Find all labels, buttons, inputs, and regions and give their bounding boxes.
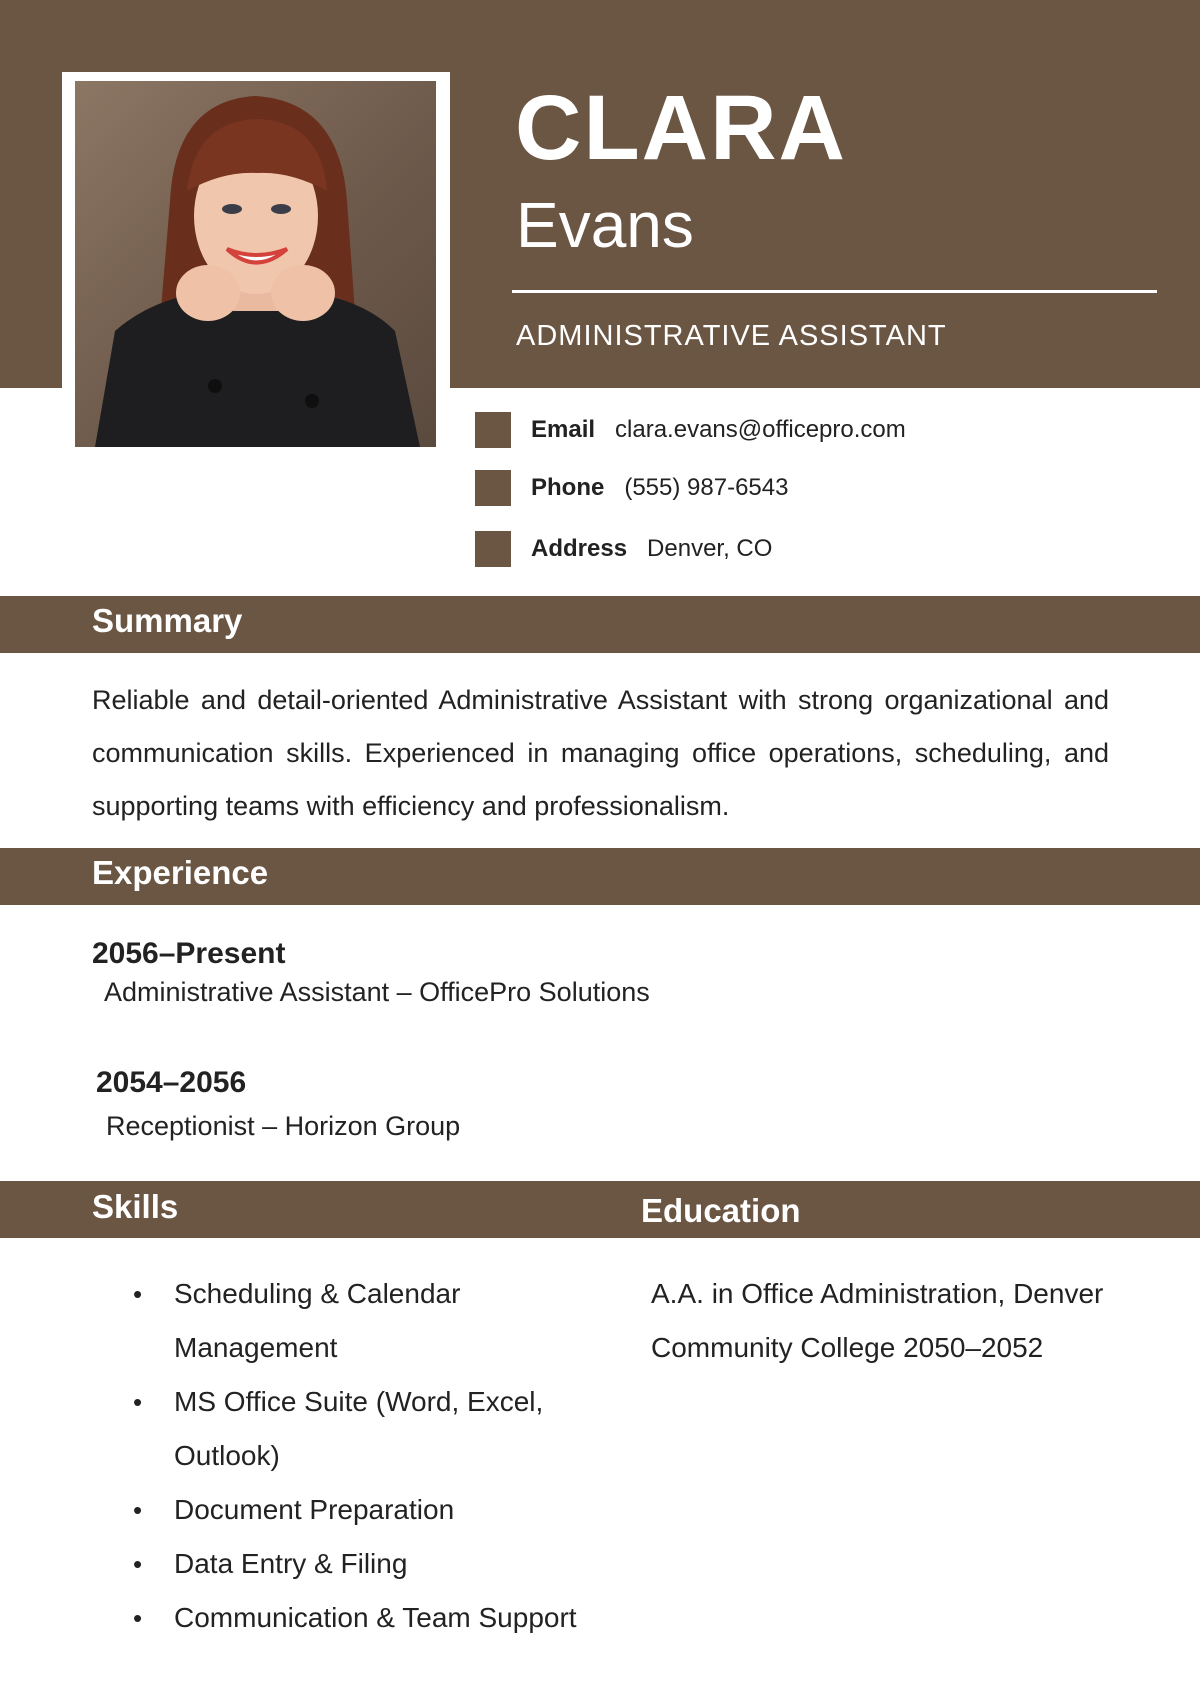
list-item: • Document Preparation (133, 1483, 613, 1537)
address-value: Denver, CO (647, 535, 773, 562)
skills-list (133, 1267, 613, 1645)
job-title: ADMINISTRATIVE ASSISTANT (516, 320, 947, 352)
email-label: Email (531, 416, 596, 443)
experience-period: 2054–2056 (96, 1066, 247, 1099)
skills-heading: Skills (92, 1188, 179, 1225)
experience-heading: Experience (92, 854, 269, 891)
contact-phone-row (475, 470, 788, 506)
contact-address-row (475, 531, 772, 567)
last-name: Evans (516, 189, 694, 261)
email-icon (475, 412, 511, 448)
skills-education-band (0, 1181, 1200, 1238)
list-item: • Data Entry & Filing (133, 1537, 613, 1591)
title-divider (512, 290, 1157, 293)
list-item: • MS Office Suite (Word, Excel, Outlook) (133, 1375, 613, 1483)
phone-value: (555) 987-6543 (624, 474, 789, 501)
address-icon (475, 531, 511, 567)
list-item: • Communication & Team Support (133, 1591, 613, 1645)
address-label: Address (531, 535, 628, 562)
list-item: • Scheduling & Calendar Management (133, 1267, 613, 1375)
profile-photo (75, 81, 436, 447)
summary-heading: Summary (92, 602, 243, 639)
education-text: A.A. in Office Administration, Denver Community College 2050–2052 (651, 1278, 1104, 1363)
contact-email-row (475, 412, 906, 448)
first-name: CLARA (515, 77, 847, 179)
summary-text: Reliable and detail-oriented Administrative Assistant with strong organizational and communication skills. Experienced in managing office operations, scheduling, and supporting teams with efficiency and professionalism. (92, 685, 1109, 821)
phone-icon (475, 470, 511, 506)
experience-role: Receptionist – Horizon Group (106, 1111, 461, 1141)
phone-label: Phone (531, 474, 605, 501)
experience-period: 2056–Present (92, 937, 286, 970)
education-heading: Education (641, 1192, 801, 1229)
experience-role: Administrative Assistant – OfficePro Solutions (104, 977, 650, 1007)
email-value: clara.evans@officepro.com (615, 416, 906, 443)
